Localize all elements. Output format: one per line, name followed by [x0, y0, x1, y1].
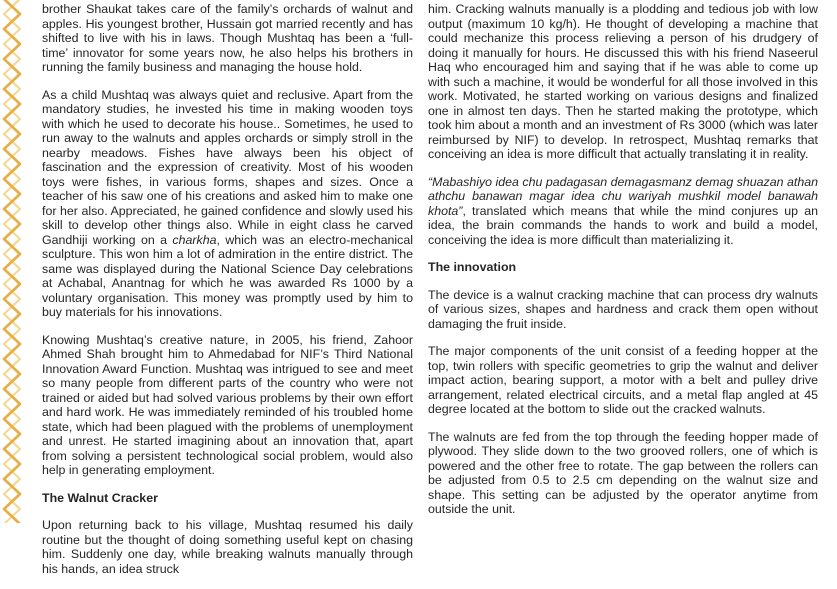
- paragraph: [42, 88, 413, 320]
- paragraph: [42, 2, 413, 75]
- text-segment: Upon returning back to his village, Mushtaq resumed his daily routine but the thought of doing something useful kept on chasing him. Suddenly one day, while breaking walnuts manually through his hands, an idea struck: [42, 518, 413, 576]
- text-segment: brother Shaukat takes care of the family’s orchards of walnut and apples. His youngest brother, Hussain got married recently and has shifted to live with his in laws. Though Mushtaq has been a ‘full-time’ innovator for some years now, he also helps his brothers in running the family business and managing the house hold.: [42, 2, 413, 74]
- text-segment: Knowing Mushtaq’s creative nature, in 2005, his friend, Zahoor Ahmed Shah brought him to Ahmedabad for NIF’s Third National Innovation Award Function. Mushtaq was intrigued to see and meet so many people from different parts of the country who were not trained or aided but had solved various problems by their own effort and hard work. He was immediately reminded of his troubled home state, which had been plagued with the problems of unemployment and unrest. He started imagining about an innovation that, apart from solving a persistent technological social problem, would also help in generating employment.: [42, 332, 413, 477]
- paragraph: [428, 175, 818, 248]
- paragraph: [428, 2, 818, 162]
- paragraph: [42, 333, 413, 478]
- text-segment: , translated which means that while the mind conjures up an idea, the brain commands the hands to work and build a model, conceiving the idea is more difficult than materializing it.: [428, 203, 818, 247]
- section-heading: [42, 491, 413, 506]
- section-heading: [428, 260, 818, 275]
- paragraph: [428, 288, 818, 332]
- text-segment: The Walnut Cracker: [42, 490, 158, 505]
- text-segment: The major components of the unit consist of a feeding hopper at the top, twin rollers with specific geometries to grip the walnut and deliver impact action, bearing support, a motor with a belt and pulley drive arrangement, related electrical circuits, and a metal flap angled at 45 degree located at the bottom to slide out the cracked walnuts.: [428, 344, 818, 416]
- text-segment: , which was an electro-mechanical sculpture. This won him a lot of admiration in the entire district. The same was displayed during the National Science Day celebrations at Achabal, Anantnag for which he was awarded Rs 1000 by a voluntary organisation. This money was promptly used by him to buy materials for his innovations.: [42, 232, 413, 319]
- text-segment: The innovation: [428, 260, 517, 274]
- text-segment: The walnuts are fed from the top through the feeding hopper made of plywood. They slide down to the two grooved rollers, one of which is powered and the other free to rotate. The gap between the rollers can be adjusted from 0.5 to 2.5 cm depending on the walnut size and shape. This setting can be adjusted by the operator anytime from outside the unit.: [428, 429, 818, 516]
- text-segment: As a child Mushtaq was always quiet and reclusive. Apart from the mandatory studies, he invested his time in making wooden toys with which he used to decorate his house.. Sometimes, he used to run away to the walnuts and apples orchards or simply stroll in the nearby meadows. Fishes have always been his object of fascination and the expression of creativity. Most of his wooden toys were fishes, in various forms, shapes and sizes. Once a teacher of his saw one of his creations and asked him to make one for her also. Appreciated, he gained confidence and slowly used his skill to develop other things also. While in eight class he carved Gandhiji working on a: [42, 87, 413, 247]
- paragraph: [42, 518, 413, 576]
- right-text-column: [428, 2, 818, 530]
- text-segment: The device is a walnut cracking machine that can process dry walnuts of various sizes, shapes and hardness and crack them open without damaging the fruit inside.: [428, 287, 818, 331]
- zigzag-border-decoration: [0, 0, 26, 523]
- italic-text-segment: charkha: [172, 232, 217, 247]
- left-text-column: [42, 2, 413, 589]
- italic-text-segment: “Mabashiyo idea chu padagasan demagasmanz demag shuazan athan athchu banawan magar idea chu wariyah mushkil model banawah khota”: [428, 174, 818, 218]
- paragraph: [428, 430, 818, 517]
- paragraph: [428, 344, 818, 417]
- text-segment: him. Cracking walnuts manually is a plodding and tedious job with low output (maximum 10 kg/h). He thought of developing a machine that could mechanize this process relieving a person of his drudgery of doing it manually for hours. He discussed this with his friend Naseerul Haq who encouraged him and saying that if he was able to come up with such a machine, it would be wonderful for all those involved in this work. Motivated, he started working on various designs and finalized one in almost ten days. Then he started making the prototype, which took him about a month and an investment of Rs 3000 (which was later reimbursed by NIF) to develop. In retrospect, Mushtaq remarks that conceiving an idea is more difficult that actually translating it in reality.: [428, 2, 818, 161]
